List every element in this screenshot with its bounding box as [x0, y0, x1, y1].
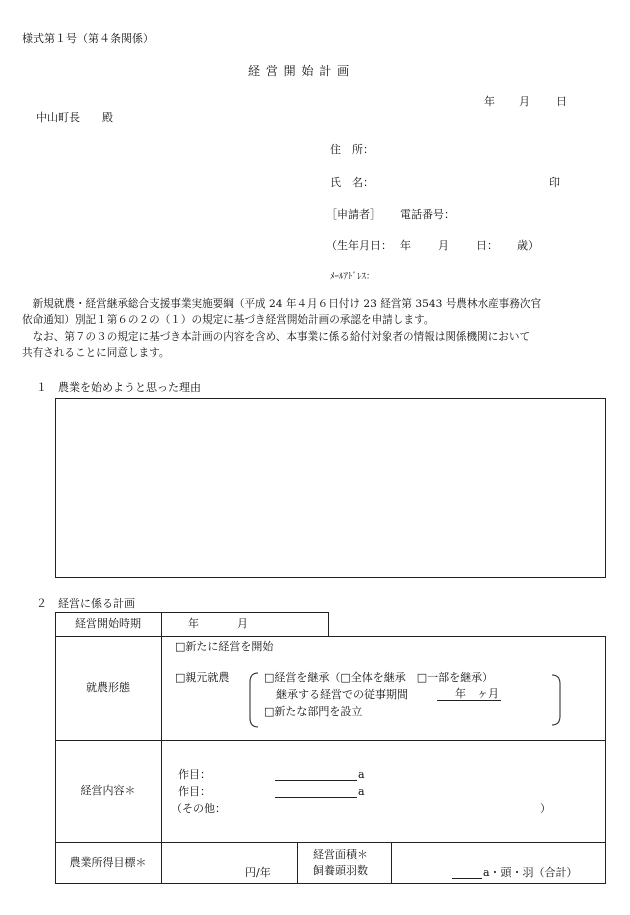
area-label-1: 経営面積＊	[313, 848, 368, 861]
paragraph-2-line-1: なお、第７の３の規定に基づき本計画の内容を含め、本事業に係る給付対象者の情報は関係機関において	[22, 331, 531, 343]
option-parent-farming[interactable]: □親元就農	[175, 671, 230, 684]
paragraph-1-line-1: 新規就農・経営継承総合支援事業実施要綱（平成 24 年４月６日付け 23 経営第 3543 号農林水産事務次官	[22, 298, 542, 310]
applicant-tag: ［申請者］	[326, 208, 381, 221]
crop-1-field[interactable]	[275, 767, 357, 781]
start-timing-label: 経営開始時期	[75, 617, 141, 631]
name-label: 氏 名：	[330, 176, 374, 189]
left-bracket	[246, 672, 260, 728]
date-month-label: 月	[519, 95, 530, 108]
birth-day-label: 日：	[476, 239, 498, 252]
area-field[interactable]	[452, 865, 482, 879]
birth-month-label: 月	[438, 239, 449, 252]
area-label-2: 飼養頭羽数	[313, 864, 368, 877]
inherit-period-label: 継承する経営での従事期間	[276, 688, 408, 701]
birth-year-label: 年	[400, 239, 411, 252]
other-close: ）	[540, 802, 551, 815]
birthdate-open: （生年月日：	[326, 239, 392, 252]
farming-type-label: 就農形態	[86, 680, 130, 694]
option-inherit-management[interactable]: □経営を継承（□全体を継承 □一部を継承）	[264, 671, 494, 684]
crop-2-label: 作目：	[178, 785, 211, 798]
crop-2-unit: a	[358, 785, 365, 798]
seal-mark: 印	[549, 176, 560, 189]
form-number: 様式第１号（第４条関係）	[22, 32, 154, 45]
inherit-period-year-label: 年	[455, 687, 466, 700]
reason-textarea[interactable]	[55, 398, 606, 578]
section-1-heading: １ 農業を始めようと思った理由	[36, 381, 201, 394]
crop-1-unit: a	[358, 768, 365, 781]
crop-2-field[interactable]	[275, 784, 357, 798]
right-bracket	[550, 674, 564, 726]
date-year-label: 年	[484, 95, 495, 108]
address-label: 住 所：	[330, 143, 374, 156]
option-new-management[interactable]: □新たに経営を開始	[175, 640, 274, 653]
paragraph-1-line-2: 依命通知）別記１第６の２の（１）の規定に基づき経営開始計画の承認を申請します。	[22, 314, 435, 326]
date-day-label: 日	[556, 95, 567, 108]
addressee: 中山町長 殿	[36, 111, 113, 124]
area-unit: a・頭・羽（合計）	[483, 866, 578, 879]
crop-1-label: 作目：	[178, 768, 211, 781]
income-unit: 円/年	[245, 866, 271, 879]
income-target-label: 農業所得目標＊	[69, 855, 147, 869]
start-month-label[interactable]: 月	[237, 617, 248, 630]
start-year-label[interactable]: 年	[188, 617, 199, 630]
other-open: （その他：	[171, 802, 226, 815]
age-label: 歳）	[517, 239, 539, 252]
option-new-department[interactable]: □新たな部門を設立	[264, 705, 363, 718]
paragraph-2-line-2: 共有されることに同意します。	[22, 347, 170, 359]
inherit-period-month-label: ヶ月	[477, 687, 499, 700]
content-label: 経営内容＊	[80, 783, 136, 797]
page-title: 経 営 開 始 計 画	[248, 64, 351, 78]
phone-label: 電話番号：	[400, 208, 455, 221]
inherit-period-field[interactable]	[437, 686, 501, 701]
email-label: ﾒｰﾙｱﾄﾞﾚｽ：	[330, 272, 376, 282]
section-2-heading: ２ 経営に係る計画	[36, 597, 135, 610]
